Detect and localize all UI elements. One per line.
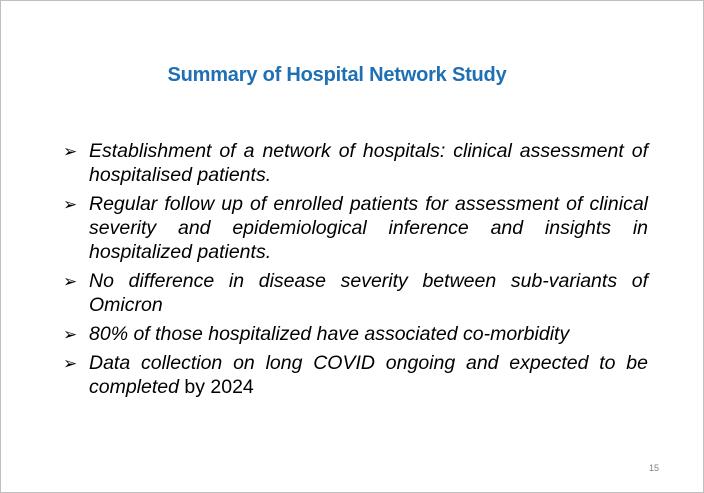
bullet-text: 80% of those hospitalized have associated co-morbidity	[89, 323, 570, 345]
bullet-item	[63, 269, 648, 317]
slide-title: Summary of Hospital Network Study	[167, 64, 507, 86]
arrowhead-bullet-icon: ➢	[63, 354, 78, 374]
arrowhead-bullet-icon: ➢	[63, 195, 78, 215]
arrowhead-bullet-icon: ➢	[63, 272, 78, 292]
bullet-item	[63, 139, 648, 187]
bullet-item	[63, 351, 648, 399]
arrowhead-bullet-icon: ➢	[63, 325, 78, 345]
page-number: 15	[649, 463, 660, 473]
bullet-text: Regular follow up of enrolled patients for assessment of clinical severity and epidemiological inference and insights in hospitalized patients.	[89, 193, 648, 263]
bullet-item	[63, 322, 648, 346]
bullet-text: Data collection on long COVID ongoing and expected to be completed	[89, 352, 648, 398]
bullet-text: Establishment of a network of hospitals: clinical assessment of hospitalised patients.	[89, 140, 648, 186]
bullet-text: No difference in disease severity between sub-variants of Omicron	[89, 270, 648, 316]
arrowhead-bullet-icon: ➢	[63, 142, 78, 162]
bullet-list	[63, 139, 648, 404]
bullet-tail: by 2024	[178, 376, 254, 398]
bullet-item	[63, 192, 648, 264]
